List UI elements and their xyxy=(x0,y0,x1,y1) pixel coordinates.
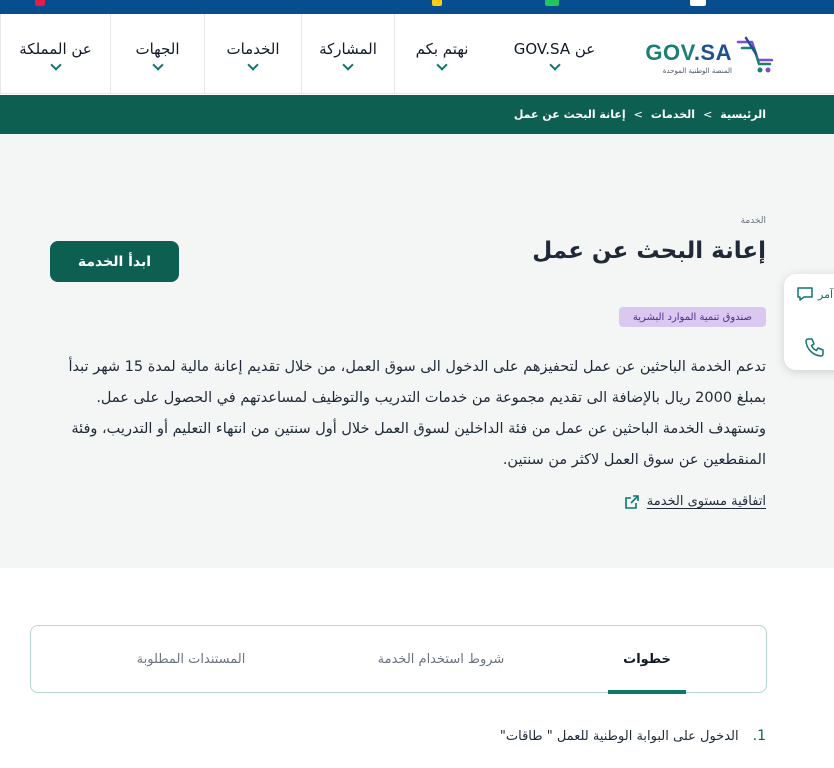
agency-badge[interactable]: صندوق تنمية الموارد البشرية xyxy=(619,307,766,327)
topbar-indicator xyxy=(35,0,45,6)
service-description: تدعم الخدمة الباحثين عن عمل لتحفيزهم على الدخول الى سوق العمل، من خلال تقديم إعانة مالية لمدة 15 شهر تبدأ بمبلغ 2000 ريال بالإضافة الى تقديم مجموعة من خدمات التدريب والتوظيف لمساعدتهم في الحصول على عمل. وتستهدف الخدمة الباحثين عن عمل من فئة الداخلين لسوق العمل خلال أول سنتين من انتهاء التعليم أو التدريب، وفئة المنقطعين عن سوق العمل لاكثر من سنتين. xyxy=(68,359,766,468)
breadcrumb-separator: > xyxy=(703,108,713,121)
nav-item-label: الخدمات xyxy=(226,39,280,58)
nav-item-participation[interactable] xyxy=(301,14,394,94)
amr-assistant-button[interactable] xyxy=(796,286,833,302)
chevron-down-icon xyxy=(152,59,163,70)
service-hero xyxy=(0,134,834,568)
step-text: الدخول على البوابة الوطنية للعمل " طاقات" xyxy=(499,728,739,744)
nav-item-label: نهتم بكم xyxy=(415,39,469,58)
nav-item-label: الجهات xyxy=(135,39,180,58)
amr-label: آمر xyxy=(818,287,834,301)
logo-subtitle: المنصة الوطنية الموحدة xyxy=(662,67,732,75)
nav-menu xyxy=(0,14,620,94)
external-link-icon xyxy=(625,495,639,509)
topbar-indicator xyxy=(545,0,559,6)
phone-icon xyxy=(804,336,826,358)
floating-help-widget xyxy=(784,274,834,370)
sla-link-label: اتفاقية مستوى الخدمة xyxy=(646,494,766,509)
list-item xyxy=(500,728,766,744)
step-number: 1. xyxy=(752,728,766,744)
breadcrumb-home[interactable]: الرئيسية xyxy=(720,108,766,121)
gov-sa-logo[interactable] xyxy=(628,28,768,80)
nav-item-label: عن GOV.SA xyxy=(513,39,596,58)
chat-icon xyxy=(796,286,814,302)
main-navigation xyxy=(0,14,834,94)
service-tabs xyxy=(30,625,767,693)
breadcrumb-services[interactable]: الخدمات xyxy=(650,108,696,121)
call-button[interactable] xyxy=(804,336,826,362)
nav-item-label: عن المملكة xyxy=(19,39,92,58)
start-service-button[interactable]: ابدأ الخدمة xyxy=(50,241,179,282)
topbar-indicator xyxy=(432,0,442,6)
tab-steps[interactable]: خطوات xyxy=(608,626,686,693)
chevron-down-icon xyxy=(436,59,447,70)
breadcrumb-current: إعانة البحث عن عمل xyxy=(513,108,626,121)
chevron-down-icon xyxy=(50,59,61,70)
nav-item-agencies[interactable] xyxy=(110,14,204,94)
chevron-down-icon xyxy=(549,59,560,70)
topbar-indicator xyxy=(690,0,706,6)
service-kicker: الخدمة xyxy=(740,216,766,226)
sla-link[interactable] xyxy=(625,494,766,509)
breadcrumb-separator: > xyxy=(633,108,643,121)
nav-item-we-care[interactable] xyxy=(394,14,489,94)
logo-mark-icon xyxy=(732,32,776,76)
breadcrumb xyxy=(0,95,834,134)
tab-terms[interactable]: شروط استخدام الخدمة xyxy=(377,652,505,667)
nav-item-about-kingdom[interactable] xyxy=(0,14,110,94)
chevron-down-icon xyxy=(247,59,258,70)
top-utility-bar xyxy=(0,0,834,14)
nav-item-about-govsa[interactable] xyxy=(489,14,620,94)
logo-wordmark: GOV.SA xyxy=(645,40,732,65)
nav-item-label: المشاركة xyxy=(319,39,377,58)
chevron-down-icon xyxy=(342,59,353,70)
page-title: إعانة البحث عن عمل xyxy=(532,238,766,264)
nav-item-services[interactable] xyxy=(204,14,301,94)
tab-required-documents[interactable]: المستندات المطلوبة xyxy=(136,652,246,667)
